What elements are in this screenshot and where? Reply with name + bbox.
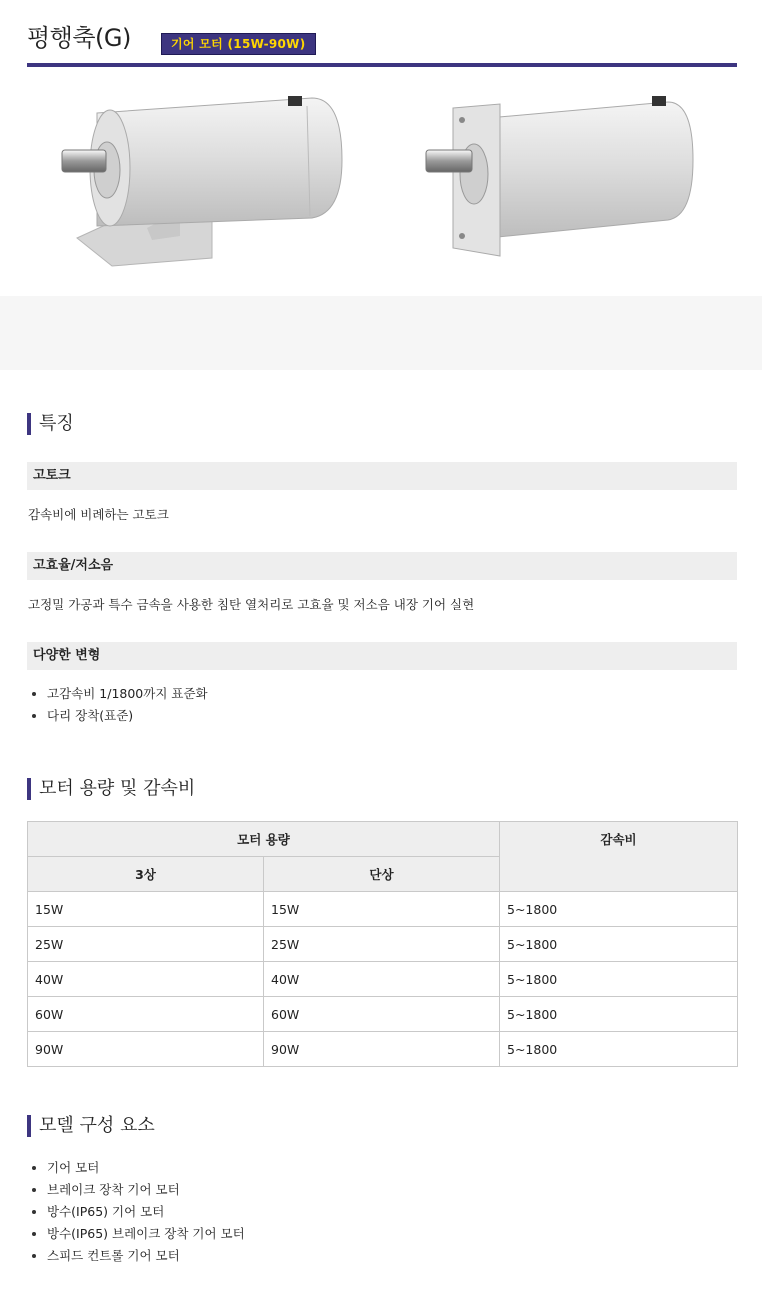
cell-single-phase: 60W xyxy=(264,997,500,1032)
feature-heading: 고효율/저소음 xyxy=(33,558,114,573)
table-row xyxy=(28,1032,738,1067)
image-caption-band xyxy=(0,296,762,370)
cell-single-phase: 40W xyxy=(264,962,500,997)
header-ratio: 감속비 xyxy=(500,822,738,892)
feature-heading-bar xyxy=(27,462,737,490)
feature-text: 고정밀 가공과 특수 금속을 사용한 침탄 열처리로 고효율 및 저소음 내장 기어 실현 xyxy=(28,597,475,612)
cell-single-phase: 90W xyxy=(264,1032,500,1067)
table-row xyxy=(28,962,738,997)
cell-three-phase: 60W xyxy=(28,997,264,1032)
list-item: 고감속비 1/1800까지 표준화 xyxy=(28,683,208,705)
feature-heading: 다양한 변형 xyxy=(33,648,101,663)
table-row xyxy=(28,927,738,962)
category-badge: 기어 모터 (15W-90W) xyxy=(161,33,316,55)
list-item: 브레이크 장착 기어 모터 xyxy=(28,1179,245,1201)
list-item: 기어 모터 xyxy=(28,1157,245,1179)
cell-three-phase: 25W xyxy=(28,927,264,962)
feature-text: 감속비에 비례하는 고토크 xyxy=(28,507,169,522)
capacity-table xyxy=(27,821,738,1067)
list-item: 스피드 컨트롤 기어 모터 xyxy=(28,1245,245,1267)
list-item: 방수(IP65) 브레이크 장착 기어 모터 xyxy=(28,1223,245,1245)
table-row xyxy=(28,997,738,1032)
header-single-phase: 단상 xyxy=(264,857,500,892)
cell-three-phase: 40W xyxy=(28,962,264,997)
header-three-phase: 3상 xyxy=(28,857,264,892)
page-header xyxy=(27,22,737,66)
list-item: 다리 장착(표준) xyxy=(28,705,208,727)
cell-three-phase: 90W xyxy=(28,1032,264,1067)
table-row xyxy=(28,892,738,927)
cell-three-phase: 15W xyxy=(28,892,264,927)
list-item: 방수(IP65) 기어 모터 xyxy=(28,1201,245,1223)
feature-heading-bar xyxy=(27,552,737,580)
components-list xyxy=(28,1157,245,1267)
cell-single-phase: 25W xyxy=(264,927,500,962)
cell-ratio: 5~1800 xyxy=(500,1032,738,1067)
cell-ratio: 5~1800 xyxy=(500,927,738,962)
header-motor-capacity: 모터 용량 xyxy=(28,822,500,857)
gear-motor-flange-mount-image xyxy=(418,88,703,264)
cell-ratio: 5~1800 xyxy=(500,997,738,1032)
gear-motor-foot-mount-image xyxy=(52,88,352,274)
feature-heading: 고토크 xyxy=(33,468,71,483)
features-section-title: 특징 xyxy=(27,412,74,436)
cell-ratio: 5~1800 xyxy=(500,892,738,927)
header-divider xyxy=(27,63,737,67)
cell-ratio: 5~1800 xyxy=(500,962,738,997)
components-section-title: 모델 구성 요소 xyxy=(27,1114,155,1138)
feature-heading-bar xyxy=(27,642,737,670)
page-title: 평행축(G) xyxy=(27,24,131,52)
cell-single-phase: 15W xyxy=(264,892,500,927)
capacity-section-title: 모터 용량 및 감속비 xyxy=(27,777,195,801)
variation-list xyxy=(28,683,208,727)
